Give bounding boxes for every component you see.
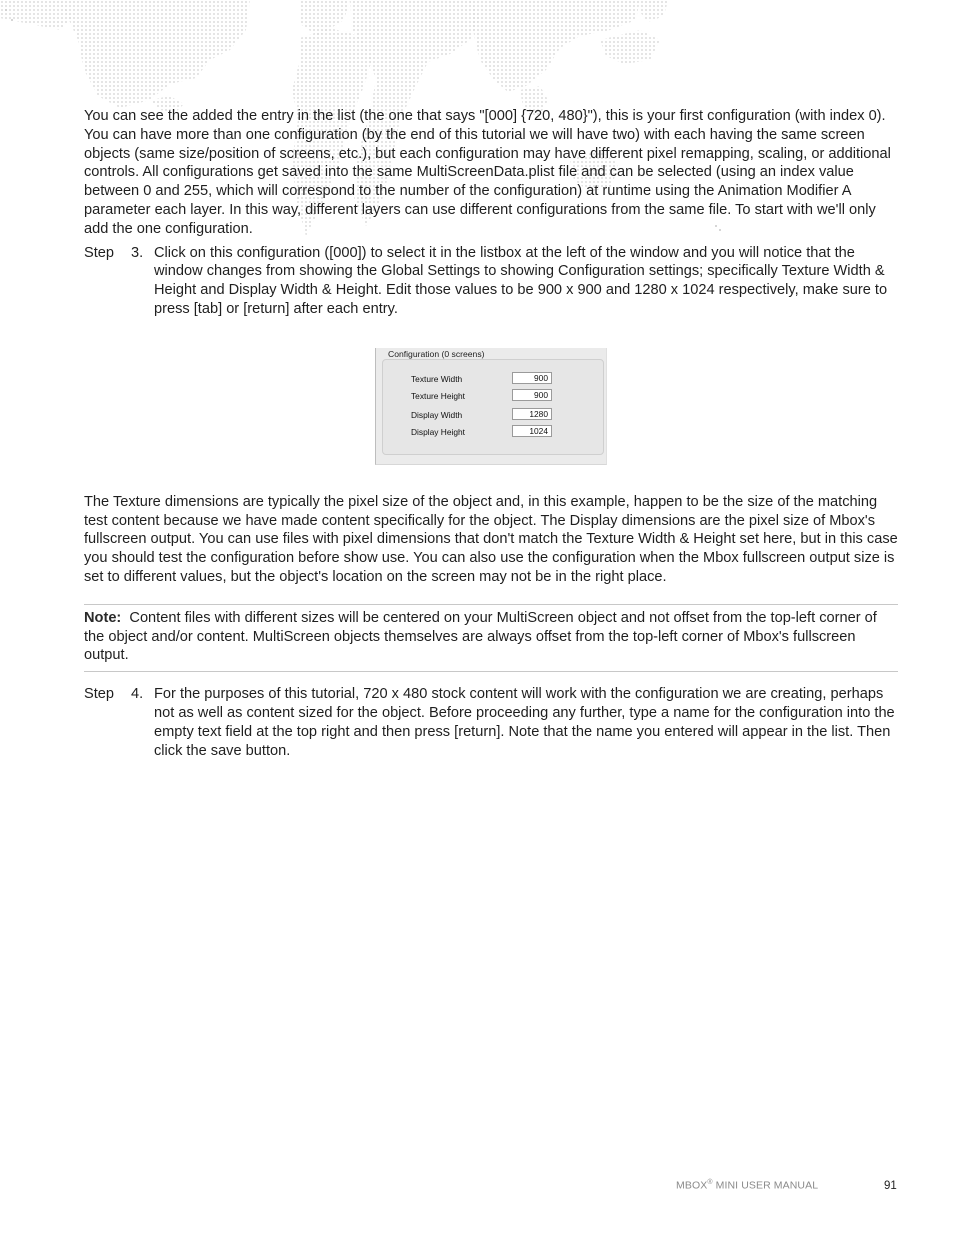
display-height-field[interactable]: 1024 bbox=[512, 425, 552, 437]
page-content bbox=[84, 107, 898, 760]
step-text: Click on this configuration ([000]) to select it in the listbox at the left of the window and you will notice that the window changes from showing the Global Settings to showing Configuration settings; specifically Texture Width & Height and Display Width & Height. Edit those values to be 900 x 900 and 1280 x 1024 respectively, make sure to press [tab] or [return] after each entry. bbox=[154, 244, 888, 317]
footer-manual-title bbox=[676, 1179, 818, 1192]
texture-height-label: Texture Height bbox=[411, 390, 465, 401]
step-4 bbox=[84, 685, 898, 760]
configuration-fields-group bbox=[382, 359, 604, 455]
footer-brand: MBOX bbox=[676, 1179, 708, 1192]
step-label: Step bbox=[84, 686, 115, 703]
footer-title-text: MINI USER MANUAL bbox=[712, 1179, 819, 1192]
note-text: Content files with different sizes will be centered on your MultiScreen object and not offset from the top-left corner of the object and/or content. MultiScreen objects themselves are always offset from the top-left corner of Mbox's fullscreen output. bbox=[84, 609, 877, 664]
texture-paragraph: The Texture dimensions are typically the pixel size of the object and, in this example, happen to be the size of the matching test content because we have made content specifically for the object. The Display dimensions are the pixel size of Mbox's fullscreen output. You can use files with pixel dimensions that don't match the Texture Width & Height set here, but in this case you should test the configuration before show use. You can also use the configuration when the Mbox fullscreen output size is set to different values, but the object's location on the screen may not be in the right place. bbox=[84, 493, 898, 585]
note-box bbox=[84, 604, 898, 672]
texture-width-field[interactable]: 900 bbox=[512, 372, 552, 384]
display-width-field[interactable]: 1280 bbox=[512, 408, 552, 420]
step-label: Step bbox=[84, 244, 115, 261]
step-text: For the purposes of this tutorial, 720 x 480 stock content will work with the configuration we are creating, perhaps not as well as content sized for the object. Before proceeding any further, type a name for the configuration into the empty text field at the top right and then press [return]. Note that the name you entered will appear in the list. Then click the save button. bbox=[154, 686, 895, 759]
display-width-label: Display Width bbox=[411, 409, 463, 420]
texture-height-field[interactable]: 900 bbox=[512, 389, 552, 401]
configuration-panel-title: Configuration (0 screens) bbox=[388, 348, 485, 359]
texture-width-label: Texture Width bbox=[411, 373, 463, 384]
step-number: 3. bbox=[131, 244, 144, 261]
texture-width-row bbox=[411, 372, 571, 386]
page-number: 91 bbox=[884, 1180, 897, 1192]
configuration-panel bbox=[375, 348, 607, 465]
texture-height-row bbox=[411, 389, 571, 403]
display-height-label: Display Height bbox=[411, 426, 465, 437]
registered-mark: ® bbox=[707, 1179, 713, 1186]
intro-paragraph: You can see the added the entry in the list (the one that says "[000] {720, 480}"), this is your first configuration (with index 0). You can have more than one configuration (by the end of this tutorial we will have two) with each having the same screen objects (same size/position of screens, etc.), but each configuration may have different pixel remapping, scaling, or additional controls. All configurations get saved into the same MultiScreenData.plist file and can be selected (using an index value between 0 and 255, which will correspond to the number of the configuration) at runtime using the Animation Modifier A parameter each layer. In this way, different layers can use different configurations from the same file. To start with we'll only add the one configuration. bbox=[84, 108, 891, 237]
note-lead: Note: bbox=[84, 609, 122, 626]
step-3 bbox=[84, 244, 898, 319]
step-number: 4. bbox=[131, 686, 144, 703]
display-height-row bbox=[411, 425, 571, 439]
configuration-figure bbox=[84, 319, 898, 493]
display-width-row bbox=[411, 408, 571, 422]
